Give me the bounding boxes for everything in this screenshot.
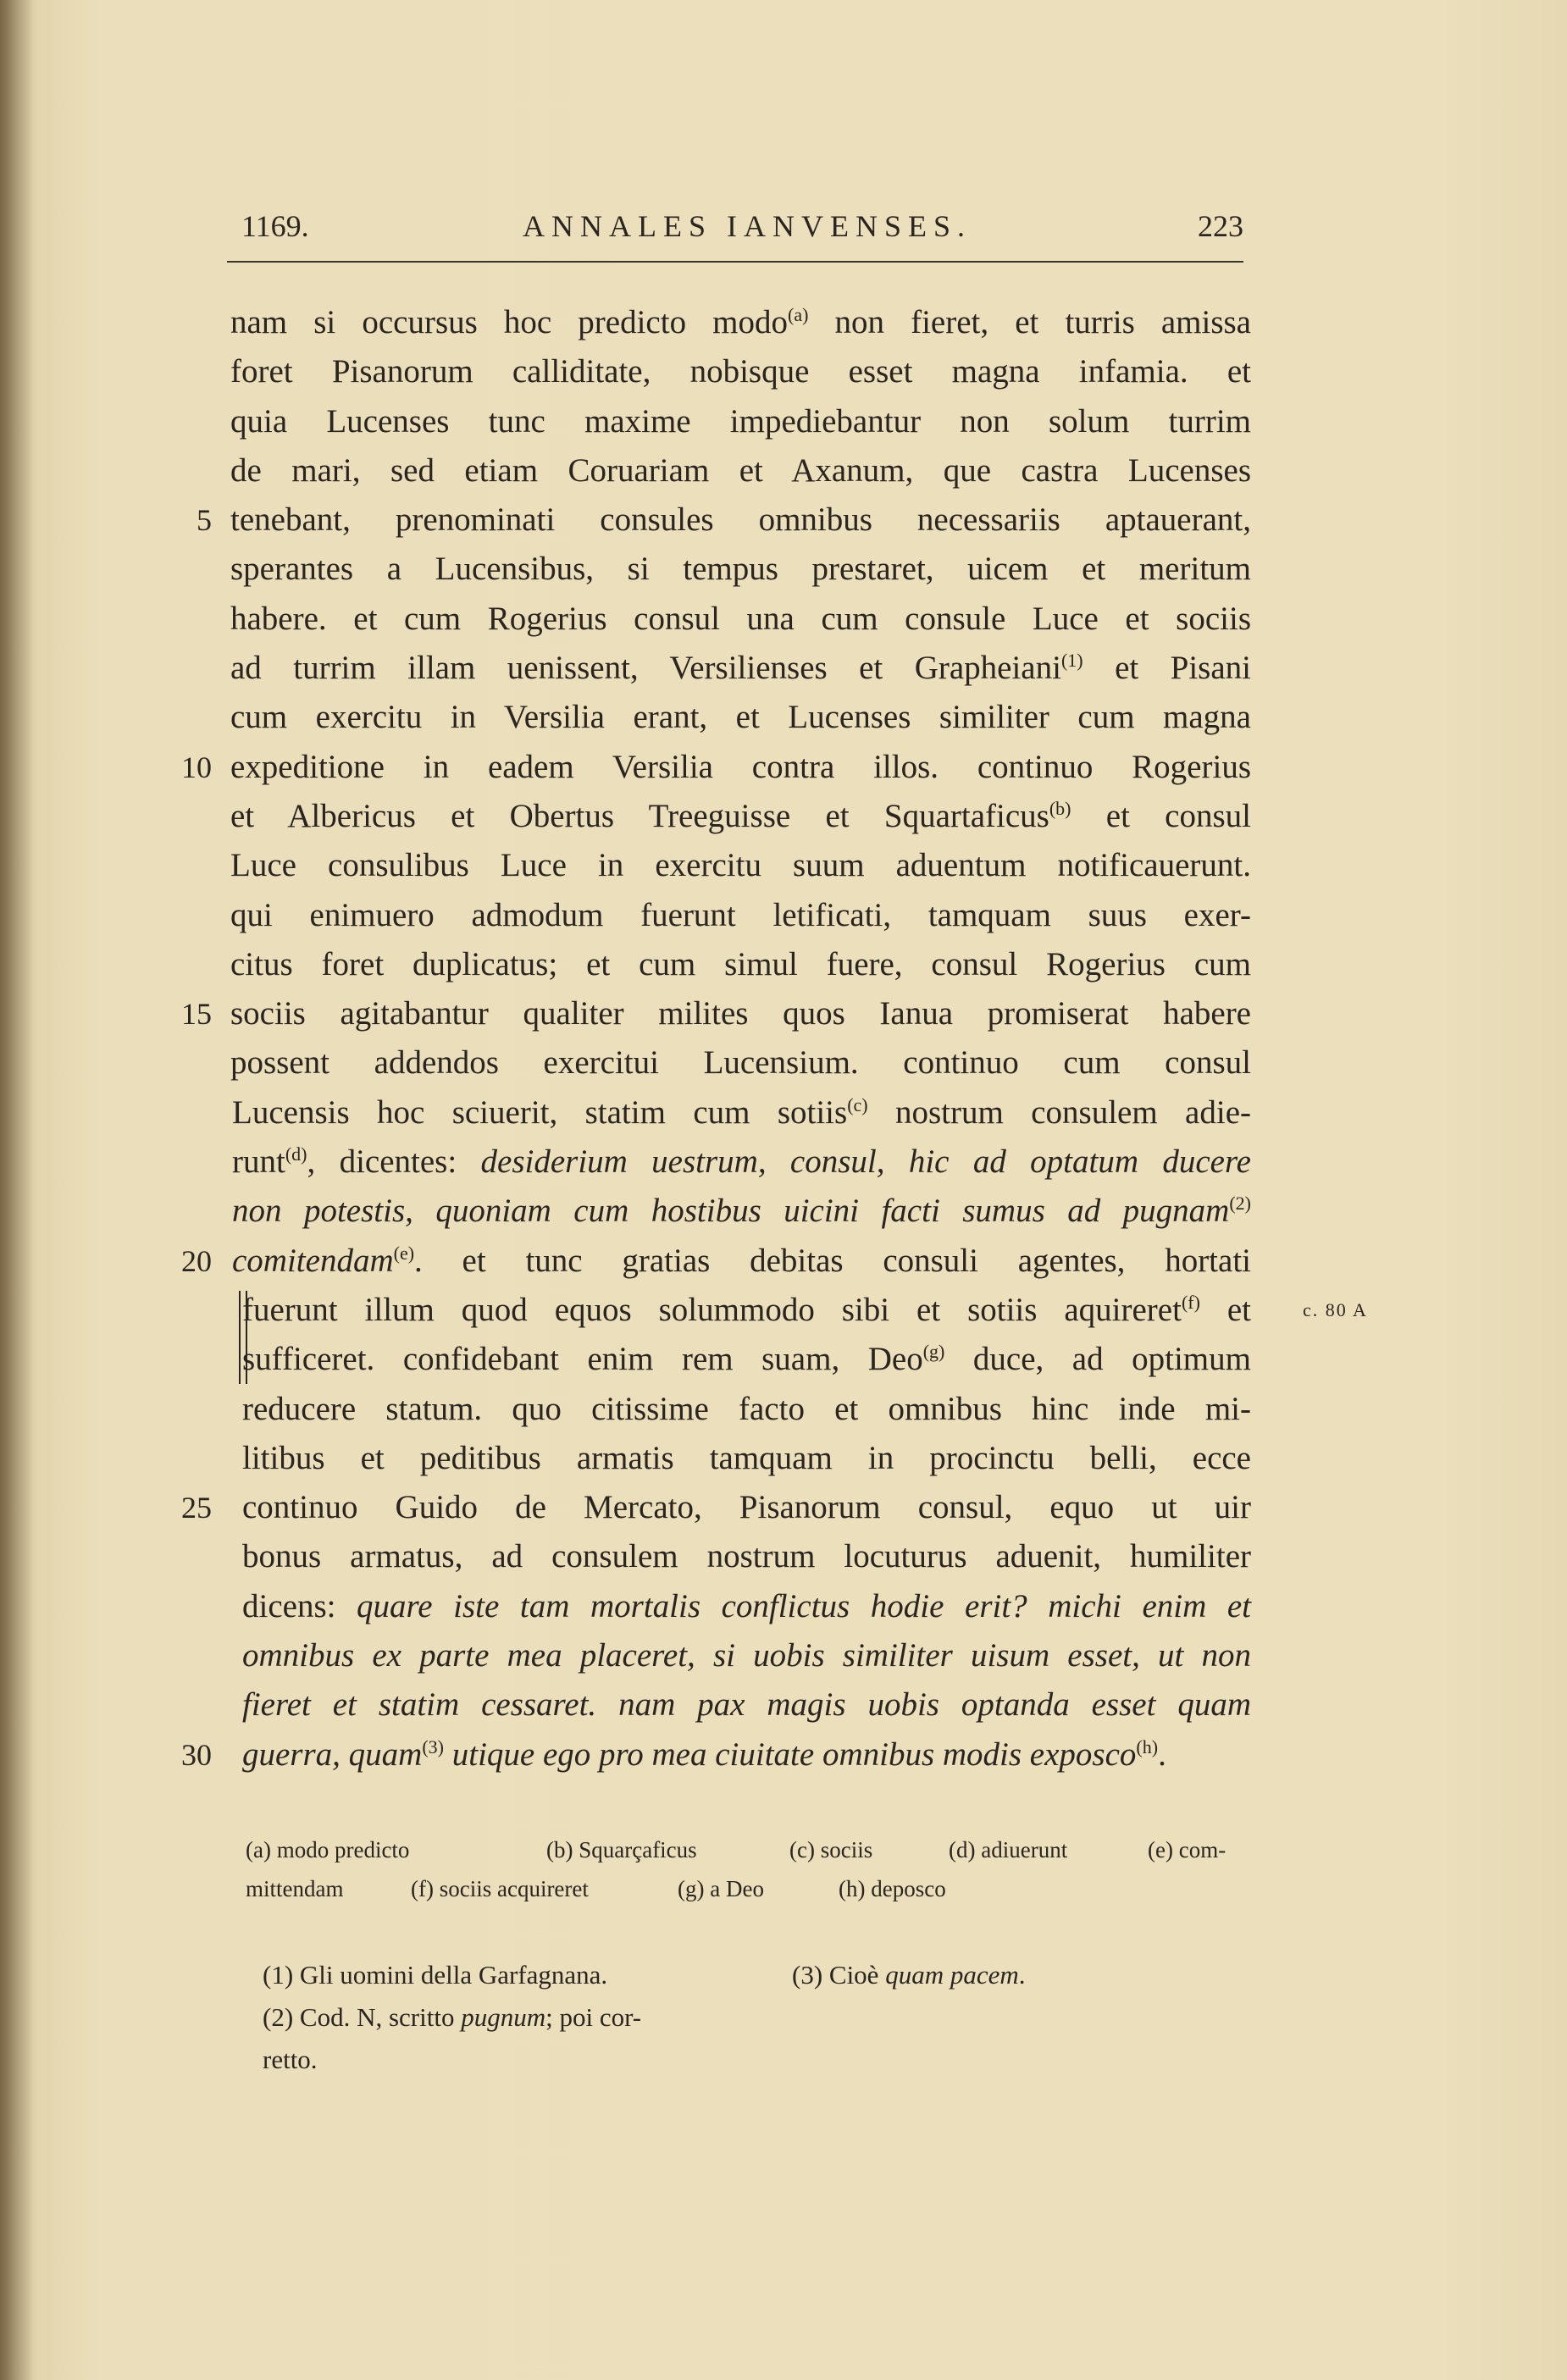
text-line <box>230 1582 1251 1631</box>
text-segment: utique ego pro mea ciuitate omnibus modis exposco <box>444 1735 1137 1773</box>
header-year: 1169. <box>241 209 309 243</box>
variant-reading: (d) adiuerunt <box>949 1837 1068 1862</box>
text-line <box>230 1286 1251 1335</box>
text-line <box>230 298 1251 347</box>
line-number: 10 <box>181 750 212 784</box>
text-segment: litibus et peditibus armatis tamquam in procinctu belli, ecce <box>242 1439 1251 1476</box>
text-line <box>230 1680 1251 1730</box>
variant-reading: (a) modo predicto <box>246 1837 410 1862</box>
note-ref: (a) <box>788 304 809 325</box>
text-line <box>230 841 1251 890</box>
text-segment: et consul <box>1071 797 1251 834</box>
text-line <box>230 595 1251 644</box>
line-number: 15 <box>181 997 212 1031</box>
text-segment: sufficeret. confidebant enim rem suam, Deo <box>242 1341 923 1378</box>
text-segment: nostrum consulem adie- <box>867 1093 1251 1131</box>
footnote-2-italic: pugnum <box>461 2002 546 2032</box>
text-segment: . et tunc gratias debitas consuli agentes, hortati <box>414 1242 1251 1279</box>
text-segment: runt <box>232 1143 285 1181</box>
text-line <box>230 1434 1251 1483</box>
text-segment: omnibus ex parte mea placeret, si uobis similiter uisum esset, ut non <box>242 1637 1251 1674</box>
line-number: 30 <box>181 1738 212 1772</box>
text-line <box>230 989 1251 1038</box>
text-line <box>230 545 1251 594</box>
footnote-2-continuation: retto. <box>263 2045 318 2074</box>
text-line <box>230 1088 1251 1137</box>
text-line <box>230 1187 1251 1236</box>
note-ref: (e) <box>393 1242 415 1264</box>
footnote-3 <box>792 1953 1026 1997</box>
note-ref: (h) <box>1136 1735 1159 1757</box>
footnote-2-text: (2) Cod. N, scritto <box>263 2002 462 2032</box>
footnote-3-italic: quam pacem <box>885 1960 1019 1990</box>
running-header <box>241 208 1243 251</box>
text-line <box>230 891 1251 940</box>
text-segment: sperantes a Lucensibus, si tempus prestaret, uicem et meritum <box>230 551 1251 588</box>
text-segment: sociis agitabantur qualiter milites quos Ianua promiserat habere <box>230 995 1251 1032</box>
text-line <box>230 347 1251 396</box>
text-line <box>230 446 1251 495</box>
note-ref: (g) <box>922 1341 945 1363</box>
text-segment: foret Pisanorum calliditate, nobisque esset magna infamia. et <box>230 353 1251 390</box>
page-number: 223 <box>1198 209 1243 243</box>
note-ref: (d) <box>285 1143 307 1165</box>
footnote-2 <box>263 1995 641 2040</box>
text-segment: ad turrim illam uenissent, Versilienses et Grapheiani <box>230 650 1061 687</box>
text-line <box>230 1631 1251 1680</box>
text-segment: et Albericus et Obertus Treeguisse et Squartaficus <box>230 797 1049 834</box>
header-rule <box>227 261 1243 263</box>
text-line <box>230 743 1251 792</box>
text-segment: citus foret duplicatus; et cum simul fuere, consul Rogerius cum <box>230 945 1251 982</box>
text-line <box>230 693 1251 742</box>
text-segment: nam si occursus hoc predicto modo <box>230 304 788 340</box>
text-segment: , dicentes: <box>307 1143 481 1181</box>
text-segment: . <box>1158 1735 1166 1773</box>
note-ref: (1) <box>1060 650 1083 672</box>
note-ref: (c) <box>847 1093 868 1115</box>
variant-reading: (e) com- <box>1148 1837 1226 1862</box>
text-segment: expeditione in eadem Versilia contra illos. continuo Rogerius <box>230 748 1251 785</box>
text-line <box>230 1137 1251 1187</box>
text-line <box>230 1237 1251 1286</box>
main-text <box>230 298 1251 1779</box>
text-segment: possent addendos exercitui Lucensium. continuo cum consul <box>230 1044 1251 1082</box>
text-segment: tenebant, prenominati consules omnibus necessariis aptauerant, <box>230 501 1251 539</box>
line-number: 20 <box>181 1244 212 1278</box>
text-segment: habere. et cum Rogerius consul una cum consule Luce et sociis <box>230 600 1251 637</box>
text-segment: non fieret, et turris amissa <box>808 304 1251 340</box>
text-line <box>230 792 1251 841</box>
text-line <box>230 1483 1251 1532</box>
line-number: 25 <box>181 1491 212 1525</box>
text-segment: bonus armatus, ad consulem nostrum locuturus aduenit, humiliter <box>242 1538 1251 1575</box>
text-segment: cum exercitu in Versilia erant, et Lucenses similiter cum magna <box>230 699 1251 736</box>
text-segment: qui enimuero admodum fuerunt letificati, tamquam suus exer- <box>230 896 1251 933</box>
text-segment: fieret et statim cessaret. nam pax magis uobis optanda esset quam <box>242 1686 1251 1724</box>
text-line <box>230 1038 1251 1088</box>
text-line <box>230 644 1251 693</box>
text-segment: desiderium uestrum, consul, hic ad optatum ducere <box>480 1143 1251 1181</box>
text-segment: quare iste tam mortalis conflictus hodie erit? michi enim et <box>357 1587 1251 1624</box>
text-segment: Lucensis hoc sciuerit, statim cum sotiis <box>232 1093 848 1131</box>
text-segment: Luce consulibus Luce in exercitu suum aduentum notificauerunt. <box>230 847 1251 884</box>
column-break-mark <box>239 1291 247 1384</box>
text-segment: fuerunt illum quod equos solummodo sibi et sotiis aquireret <box>242 1291 1182 1328</box>
text-segment: reducere statum. quo citissime facto et omnibus hinc inde mi- <box>242 1390 1251 1427</box>
note-ref: (3) <box>422 1735 444 1757</box>
text-segment: duce, ad optimum <box>944 1341 1251 1378</box>
text-segment: quia Lucenses tunc maxime impediebantur non solum turrim <box>230 402 1251 440</box>
text-line <box>230 397 1251 446</box>
book-spine-shadow <box>0 0 34 2380</box>
text-line <box>230 1730 1251 1779</box>
text-line <box>230 1335 1251 1384</box>
text-segment: et Pisani <box>1083 650 1251 687</box>
line-number: 5 <box>197 503 212 537</box>
variant-reading: (b) Squarçaficus <box>546 1837 697 1862</box>
note-ref: (b) <box>1049 797 1071 819</box>
note-ref: (f) <box>1181 1291 1200 1313</box>
text-segment: continuo Guido de Mercato, Pisanorum consul, equo ut uir <box>242 1489 1251 1526</box>
text-segment: non potestis, quoniam cum hostibus uicini facti sumus ad pugnam <box>232 1193 1230 1230</box>
text-segment: de mari, sed etiam Coruariam et Axanum, que castra Lucenses <box>230 451 1251 489</box>
text-line <box>230 1385 1251 1434</box>
footnote-2-tail: ; poi cor- <box>545 2002 642 2032</box>
footnote-3-tail: . <box>1018 1960 1026 1990</box>
text-segment: et <box>1199 1291 1251 1328</box>
header-title: ANNALES IANVENSES. <box>523 209 972 243</box>
variant-reading: (g) a Deo <box>678 1876 764 1901</box>
variant-reading: (f) sociis acquireret <box>411 1876 589 1901</box>
text-segment: comitendam <box>232 1242 394 1279</box>
variant-reading: (h) deposco <box>839 1876 946 1901</box>
variant-reading: (c) sociis <box>789 1837 873 1862</box>
text-line <box>230 1532 1251 1581</box>
text-line <box>230 940 1251 989</box>
margin-note: c. 80 A <box>1303 1299 1368 1320</box>
variant-reading: mittendam <box>246 1876 344 1901</box>
note-ref: (2) <box>1229 1193 1251 1215</box>
text-line <box>230 495 1251 545</box>
text-segment: dicens: <box>242 1587 357 1624</box>
footnote-1: (1) Gli uomini della Garfagnana. <box>263 1960 608 1990</box>
text-segment: guerra, quam <box>242 1735 423 1773</box>
footnote-3-text: (3) Cioè <box>792 1960 886 1990</box>
